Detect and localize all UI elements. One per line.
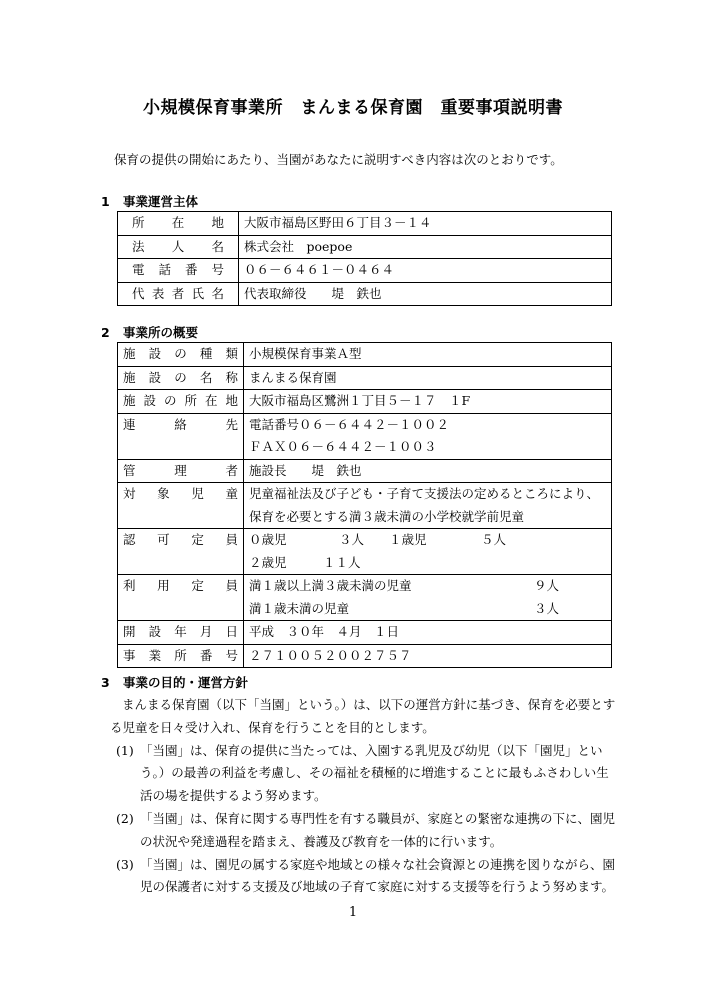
capacity-line: ０歳児 ３人 １歳児 ５人 xyxy=(249,532,507,547)
section2-number: 2 xyxy=(101,325,110,340)
section3-body xyxy=(110,694,620,899)
facility-label: 事業所番号 xyxy=(118,644,244,668)
facility-value: まんまる保育園 xyxy=(244,366,612,390)
table-row xyxy=(118,483,612,529)
facility-value xyxy=(244,529,612,575)
table-row xyxy=(118,459,612,483)
facility-label: 認可定員 xyxy=(118,529,244,575)
section3-number: 3 xyxy=(101,675,110,690)
table-row xyxy=(118,529,612,575)
facility-label: 連絡先 xyxy=(118,413,244,459)
operator-label: 法人名 xyxy=(118,235,239,259)
operator-table xyxy=(117,211,612,306)
table-row xyxy=(118,259,612,283)
facility-label: 対象児童 xyxy=(118,483,244,529)
usage-line: 満１歳未満の児童 ３人 xyxy=(249,600,560,616)
section1-title: 事業運営主体 xyxy=(123,194,199,209)
section3-intro: まんまる保育園（以下「当園」という。）は、以下の運営方針に基づき、保育を必要とする児童を日々受け入れ、保育を行うことを目的とします。 xyxy=(110,697,616,735)
table-row xyxy=(118,212,612,236)
intro-text: 保育の提供の開始にあたり、当園があなたに説明すべき内容は次のとおりです。 xyxy=(114,152,563,167)
list-item: (3) 「当園」は、園児の属する家庭や地域との様々な社会資源との連携を図りながら、園児の保護者に対する支援及び地域の子育て家庭に対する支援等を行うよう努めます。 xyxy=(116,856,616,895)
facility-table xyxy=(117,342,612,668)
facility-value xyxy=(244,575,612,621)
facility-label: 開設年月日 xyxy=(118,621,244,645)
table-row xyxy=(118,366,612,390)
section3-title: 事業の目的・運営方針 xyxy=(123,675,249,690)
facility-label: 施設の名称 xyxy=(118,366,244,390)
facility-value: ２７１００５２００２７５７ xyxy=(244,644,612,668)
table-row xyxy=(118,575,612,621)
facility-label: 管理者 xyxy=(118,459,244,483)
usage-line: 満１歳以上満３歳未満の児童 ９人 xyxy=(249,578,560,593)
list-item: (1) 「当園」は、保育の提供に当たっては、入園する乳児及び幼児（以下「園児」という。）の最善の利益を考慮し、その福祉を積極的に増進することに最もふさわしい生活の場を提供するよう努めます。 xyxy=(116,742,609,804)
table-row xyxy=(118,282,612,306)
table-row xyxy=(118,343,612,367)
list-item: (2) 「当園」は、保育に関する専門性を有する職員が、家庭との緊密な連携の下に、園児の状況や発達過程を踏まえ、養護及び教育を一体的に行います。 xyxy=(116,810,616,849)
facility-value xyxy=(244,413,612,459)
document-title: 小規模保育事業所 まんまる保育園 重要事項説明書 xyxy=(143,98,563,118)
section1-heading xyxy=(101,192,198,210)
capacity-line: ２歳児 １１人 xyxy=(249,554,361,570)
table-row xyxy=(118,621,612,645)
table-row xyxy=(118,390,612,414)
section2-title: 事業所の概要 xyxy=(123,325,199,340)
target-line: 保育を必要とする満３歳未満の小学校就学前児童 xyxy=(249,508,525,524)
operator-value: ０６－６４６１－０４６４ xyxy=(239,259,612,283)
table-row xyxy=(118,644,612,668)
table-row xyxy=(118,413,612,459)
table-row xyxy=(118,235,612,259)
operator-label: 代表者氏名 xyxy=(118,282,239,306)
facility-value: 小規模保育事業Ａ型 xyxy=(244,343,612,367)
operator-label: 所在地 xyxy=(118,212,239,236)
facility-value xyxy=(244,483,612,529)
page-number: 1 xyxy=(348,905,358,920)
operator-label: 電話番号 xyxy=(118,259,239,283)
contact-fax: ＦＡＸ０６－６４４２－１００３ xyxy=(249,439,437,454)
section1-number: 1 xyxy=(101,194,110,209)
facility-value: 平成 ３０年 ４月 １日 xyxy=(244,621,612,645)
facility-label: 施設の所在地 xyxy=(118,390,244,414)
operator-value: 大阪市福島区野田６丁目３－１４ xyxy=(239,212,612,236)
facility-value: 施設長 堤 鉄也 xyxy=(244,459,612,483)
facility-value: 大阪市福島区鷺洲１丁目５－１７ １F xyxy=(244,390,612,414)
section3-heading xyxy=(101,673,248,691)
facility-label: 施設の種類 xyxy=(118,343,244,367)
facility-label: 利用定員 xyxy=(118,575,244,621)
operator-value: 株式会社 poepoe xyxy=(239,235,612,259)
contact-tel: 電話番号０６－６４４２－１００２ xyxy=(249,416,450,432)
section2-heading xyxy=(101,323,198,341)
operator-value: 代表取締役 堤 鉄也 xyxy=(239,282,612,306)
target-line: 児童福祉法及び子ども・子育て支援法の定めるところにより、 xyxy=(249,486,600,501)
